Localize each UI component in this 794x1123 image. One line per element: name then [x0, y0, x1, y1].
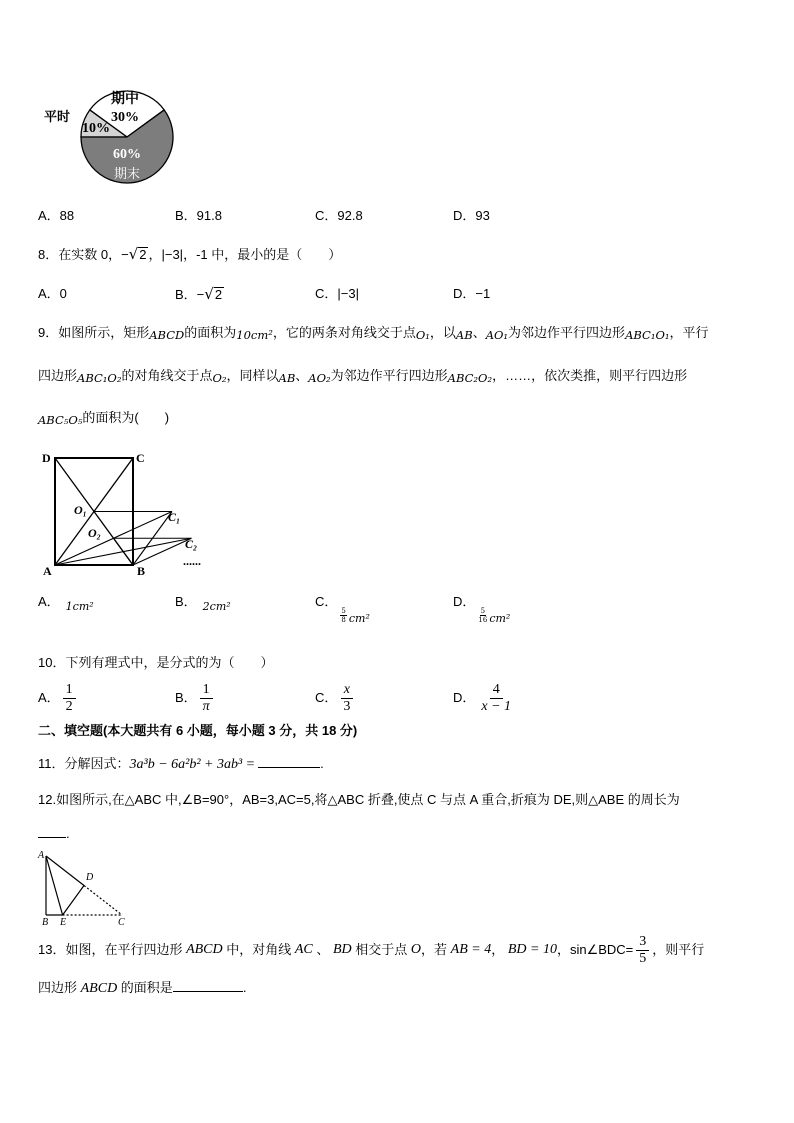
q10-option-b	[175, 680, 216, 716]
q9-option-a	[38, 592, 94, 613]
q9-option-b	[175, 592, 231, 613]
q10-option-c	[315, 680, 356, 716]
q8-stem-post: ，-1 中，最小的是（ ）	[183, 247, 342, 262]
numerator: 1	[63, 682, 76, 699]
q10-option-b-letter: B．	[175, 690, 197, 705]
q9-stem-line-2	[38, 366, 687, 386]
q10-option-b-fraction	[200, 682, 213, 715]
q13-text: 的面积是	[117, 980, 173, 995]
q8-option-b	[175, 284, 224, 305]
q13-math: BD = 10	[507, 942, 557, 957]
q11-stem	[38, 753, 324, 775]
q13-stem-line-2	[38, 977, 246, 999]
pie-label-pingshi: 平时	[44, 109, 71, 124]
q9-text: 为邻边作平行四边形	[330, 368, 448, 383]
q9-math: O₂	[212, 371, 227, 385]
q13-text: 相交于点	[351, 942, 411, 957]
q9-math: ABC₅O₅	[38, 413, 83, 427]
q8-option-b-neg: −	[196, 287, 205, 302]
label-d: D	[86, 872, 94, 883]
q9-text: ，它的两条对角线交于点	[272, 325, 416, 340]
q13-stem-line-1	[38, 932, 704, 968]
q13-text: 四边形	[38, 980, 81, 995]
q9-text: 、	[295, 368, 309, 383]
numerator: x	[341, 682, 353, 699]
q12-post: .	[66, 826, 70, 841]
denominator: 5	[639, 950, 647, 966]
numerator: 3	[636, 934, 649, 951]
q9-text: 四边形	[38, 368, 78, 383]
numerator: 4	[490, 682, 503, 699]
denominator: x − 1	[481, 698, 512, 714]
q13-text: 13．如图，在平行四边形	[38, 942, 187, 957]
label-c: C	[136, 451, 145, 465]
label-o2: O₂	[88, 526, 101, 540]
q13-text: ，则平行	[652, 942, 705, 957]
q8-option-c-value: |−3|	[337, 286, 359, 301]
q8-option-a-letter: A．	[38, 286, 60, 301]
q10-stem: 10．下列有理式中，是分式的为（ ）	[38, 655, 274, 670]
numerator: 5	[341, 607, 346, 615]
q9-math: 10cm²	[236, 328, 273, 342]
q10-option-d-letter: D．	[453, 690, 476, 705]
sqrt-icon: √	[128, 245, 139, 263]
q9-stem-line-3	[38, 408, 169, 428]
q9-option-b-value: 2cm²	[202, 600, 231, 613]
q13-text: ，若	[421, 942, 451, 957]
pie-chart	[40, 85, 180, 195]
q9-text: 、	[472, 325, 486, 340]
q9-text: ，平行	[669, 325, 709, 340]
continuation-dots: ......	[183, 554, 201, 568]
denominator: 8	[341, 616, 346, 624]
q8-option-c-letter: C．	[315, 286, 338, 301]
q9-math: AO₁	[485, 328, 509, 342]
label-c2: C₂	[185, 537, 198, 551]
label-a: A	[38, 850, 45, 861]
q13-math: AB = 4	[450, 942, 492, 957]
q11-post: .	[320, 756, 324, 771]
label-o1: O₁	[74, 503, 87, 517]
q9-math: ABCD	[149, 328, 185, 342]
segment-ae	[46, 856, 63, 915]
q12-answer-line	[38, 823, 70, 844]
q9-option-c-fraction	[340, 607, 346, 624]
segment-ad	[46, 856, 84, 886]
q9-text: 的面积为( )	[82, 410, 170, 425]
q9-text: 为邻边作平行四边形	[508, 325, 626, 340]
q10-option-d-fraction	[478, 682, 514, 715]
q8-option-d	[453, 284, 490, 304]
q8-option-d-value: −1	[475, 286, 491, 301]
label-d: D	[42, 451, 51, 465]
q13-text: ，	[491, 942, 508, 957]
q13-math: O	[410, 942, 422, 957]
q9-option-d-fraction	[478, 607, 487, 624]
label-b: B	[137, 564, 146, 578]
q9-math: ABC₂O₂	[447, 371, 493, 385]
q9-math: AO₂	[308, 371, 331, 385]
q9-math: ABC₁O₁	[625, 328, 670, 342]
q8-radicand: 2	[139, 247, 147, 262]
q8-option-a	[38, 284, 67, 304]
answer-blank	[173, 977, 243, 992]
denominator: π	[202, 698, 210, 714]
q9-text: 的对角线交于点	[121, 368, 213, 383]
denominator: 16	[478, 616, 488, 624]
q13-text: 中，对角线	[222, 942, 295, 957]
pie-label-qimo-value: 60%	[113, 147, 141, 162]
q9-math: AB	[455, 328, 473, 342]
q9-math: AB	[278, 371, 296, 385]
q9-text: 9．如图所示，矩形	[38, 325, 150, 340]
pie-label-qizhong-name: 期中	[111, 92, 139, 107]
q7-option-d: D．93	[453, 208, 490, 223]
q13-fraction	[636, 934, 649, 967]
denominator: 2	[65, 698, 73, 714]
q13-math: ABCD	[80, 981, 118, 996]
q9-option-b-letter: B．	[175, 594, 197, 609]
label-a: A	[43, 564, 52, 578]
segment-ed	[63, 886, 84, 916]
q8-option-c	[315, 284, 359, 304]
q8-option-b-radicand: 2	[214, 287, 223, 302]
q13-math: ABCD	[186, 942, 223, 957]
q10-option-c-fraction	[340, 682, 353, 715]
q8-stem-mid: ，	[148, 247, 162, 262]
q10-option-a-letter: A．	[38, 690, 60, 705]
pie-label-pingshi-value: 10%	[82, 121, 110, 136]
q9-option-c	[315, 592, 370, 625]
q9-text: ，同样以	[226, 368, 279, 383]
q9-text: ，……，依次类推，则平行四边形	[492, 368, 688, 383]
numerator: 5	[480, 607, 486, 615]
q13-text: ，sin∠BDC=	[556, 942, 634, 957]
label-b: B	[42, 917, 49, 926]
section-heading: 二、填空题(本大题共有 6 小题，每小题 3 分，共 18 分)	[38, 723, 358, 738]
q10-option-a-fraction	[63, 682, 76, 715]
q8-option-d-letter: D．	[453, 286, 476, 301]
q7-option-c: C．92.8	[315, 208, 363, 223]
q9-math: ABC₁O₂	[77, 371, 122, 385]
q12-figure	[36, 846, 136, 926]
q12-stem: 12.如图所示,在△ABC 中,∠B=90°，AB=3,AC=5,将△ABC 折叠,使点 C 与点 A 重合,折痕为 DE,则△ABE 的周长为	[38, 792, 680, 807]
q9-option-c-letter: C．	[315, 594, 338, 609]
q9-option-d-letter: D．	[453, 594, 476, 609]
q8-stem	[38, 244, 341, 265]
q13-math: BD	[333, 942, 352, 957]
q10-option-d	[453, 680, 517, 716]
segment-dc-dashed	[84, 886, 122, 916]
q11-expression: 3a³b − 6a²b² + 3ab³ =	[129, 757, 256, 772]
answer-blank	[258, 753, 320, 768]
q9-option-d-unit: cm²	[489, 612, 511, 625]
q9-option-c-unit: cm²	[348, 612, 370, 625]
q7-option-b: B．91.8	[175, 208, 222, 223]
q7-option-a: A．88	[38, 208, 75, 223]
label-e: E	[60, 917, 67, 926]
q8-abs: |−3|	[161, 247, 184, 262]
q8-option-b-letter: B．	[175, 287, 197, 302]
q13-post: .	[242, 980, 247, 995]
q9-math: O₁	[415, 328, 430, 342]
q9-text: ，以	[429, 325, 456, 340]
q8-option-a-value: 0	[59, 286, 67, 301]
q10-option-a	[38, 680, 79, 716]
label-c1: C₁	[168, 510, 181, 524]
q9-text: 的面积为	[184, 325, 237, 340]
q9-option-d	[453, 592, 511, 625]
pie-label-qizhong-value: 30%	[111, 110, 139, 125]
denominator: 3	[343, 698, 351, 714]
label-c: C	[118, 917, 125, 926]
q9-option-a-value: 1cm²	[65, 600, 94, 613]
answer-blank	[38, 823, 66, 838]
q9-stem-line-1	[38, 323, 709, 343]
q8-stem-pre: 8．在实数 0，	[38, 247, 122, 262]
q9-option-a-letter: A．	[38, 594, 60, 609]
q10-option-c-letter: C．	[315, 690, 338, 705]
q8-neg: −	[121, 247, 129, 262]
q13-math: AC	[294, 942, 313, 957]
pie-label-qimo-name: 期末	[113, 166, 141, 181]
numerator: 1	[200, 682, 213, 699]
segment-bo2	[114, 538, 134, 565]
q9-figure	[38, 448, 218, 578]
sqrt-icon: √	[204, 285, 214, 303]
q11-pre: 11．分解因式：	[38, 756, 130, 771]
q13-text: 、	[312, 942, 333, 957]
